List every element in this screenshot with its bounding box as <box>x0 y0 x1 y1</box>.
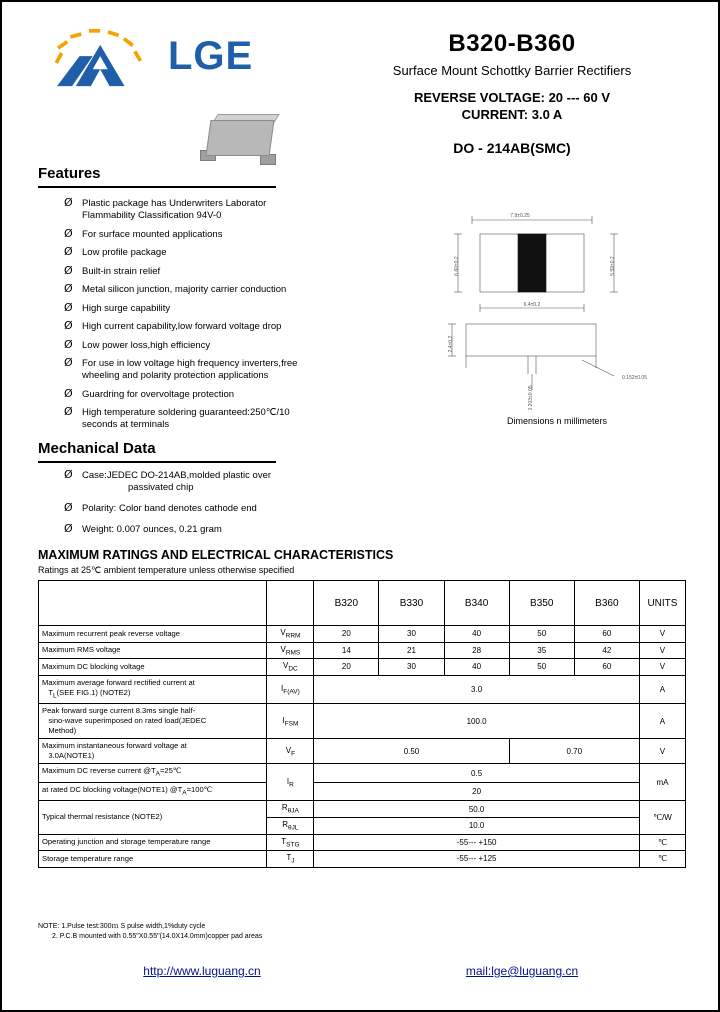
row-description: Maximum recurrent peak reverse voltage <box>39 626 267 643</box>
ratings-subtitle: Ratings at 25℃ ambient temperature unless otherwise specified <box>38 565 295 575</box>
row-value: 60 <box>574 626 639 643</box>
list-item: Ø High surge capability <box>64 300 171 314</box>
row-value: -55--- +150 <box>314 834 640 851</box>
table-row <box>39 675 686 704</box>
row-value: 50 <box>509 626 574 643</box>
row-value: 0.70 <box>509 739 639 764</box>
company-logo <box>48 28 298 98</box>
row-unit: A <box>639 704 685 739</box>
row-value: 42 <box>574 642 639 659</box>
package-photo <box>198 114 284 170</box>
row-description: at rated DC blocking voltage(NOTE1) $@T_A=100℃$ <box>39 782 267 801</box>
row-symbol: $I_{FSM}$ <box>267 704 314 739</box>
list-item: Ø High current capability,low forward voltage drop <box>64 319 282 332</box>
row-description: Maximum instantaneous forward voltage at 3.0A(NOTE1) <box>39 739 267 764</box>
title-block <box>332 30 692 156</box>
row-unit: ℃ <box>639 834 685 851</box>
row-value: 100.0 <box>314 704 640 739</box>
row-symbol: $V_{RRM}$ <box>267 626 314 643</box>
header-units: UNITS <box>639 581 685 626</box>
note-2: 2. P.C.B mounted with 0.55"X0.55"(14.0X14.0mm)copper pad areas <box>52 932 263 940</box>
mechanical-heading: Mechanical Data <box>38 440 156 457</box>
table-notes <box>38 922 262 941</box>
mechanical-underline <box>38 461 276 463</box>
row-value: 14 <box>314 642 379 659</box>
row-symbol: $I_{F(AV)}$ <box>267 675 314 704</box>
mechanical-list <box>60 470 360 545</box>
row-description: Maximum RMS voltage <box>39 642 267 659</box>
header-b350: B350 <box>509 581 574 626</box>
row-symbol: $V_{RMS}$ <box>267 642 314 659</box>
row-value: 28 <box>444 642 509 659</box>
row-symbol: $V_F$ <box>267 739 314 764</box>
bullet-icon: Ø <box>64 468 73 481</box>
row-description: Peak forward surge current 8.3ms single half- sino-wave superimposed on rated load(JEDEC Method) <box>39 704 267 739</box>
drawing-caption: Dimensions n millimeters <box>506 416 608 426</box>
row-unit: V <box>639 626 685 643</box>
row-symbol: $V_{DC}$ <box>267 659 314 676</box>
row-unit: ℃ <box>639 851 685 868</box>
features-list <box>60 198 360 438</box>
list-item: Ø Guardring for overvoltage protection <box>64 386 235 400</box>
row-unit: V <box>639 659 685 676</box>
list-item: Ø Low profile package <box>64 245 167 258</box>
header-desc <box>39 581 267 626</box>
header-b360: B360 <box>574 581 639 626</box>
list-item: Ø High temperature soldering guaranteed:250℃/10 seconds at terminals <box>64 405 290 430</box>
bullet-icon: Ø <box>64 405 73 418</box>
row-unit: V <box>639 739 685 764</box>
table-row <box>39 764 686 783</box>
bullet-icon: Ø <box>64 501 73 514</box>
header-b320: B320 <box>314 581 379 626</box>
row-value: 60 <box>574 659 639 676</box>
list-item: Ø Case:JEDEC DO-214AB,molded plastic over passivated chip <box>64 468 272 493</box>
bullet-icon: Ø <box>64 300 73 314</box>
row-value: 21 <box>379 642 444 659</box>
table-row <box>39 739 686 764</box>
row-value: 35 <box>509 642 574 659</box>
bullet-icon: Ø <box>64 282 73 295</box>
row-symbol: $R_{\theta JA}$ <box>267 801 314 818</box>
row-symbol: $I_R$ <box>267 764 314 801</box>
package-label: DO - 214AB(SMC) <box>453 140 571 156</box>
row-value: 50 <box>509 659 574 676</box>
row-description: Typical thermal resistance (NOTE2) <box>39 801 267 834</box>
row-value: 0.50 <box>314 739 509 764</box>
svg-text:0.203±0.05: 0.203±0.05 <box>528 385 534 410</box>
row-value: 20 <box>314 626 379 643</box>
page-subtitle: Surface Mount Schottky Barrier Rectifiers <box>392 63 632 78</box>
row-value: 50.0 <box>314 801 640 818</box>
ratings-table <box>38 580 686 868</box>
logo-text: LGE <box>168 34 254 78</box>
features-underline <box>38 186 276 188</box>
table-header-row <box>39 581 686 626</box>
row-value: 0.5 <box>314 764 640 783</box>
list-item: Ø Polarity: Color band denotes cathode end <box>64 501 257 514</box>
row-symbol: $R_{\theta JL}$ <box>267 817 314 834</box>
website-link[interactable]: http://www.luguang.cn <box>143 964 261 978</box>
bullet-icon: Ø <box>64 319 73 332</box>
bullet-icon: Ø <box>64 245 73 258</box>
list-item: Ø Plastic package has Underwriters Laborator Flammability Classification 94V-0 <box>64 196 267 221</box>
bullet-icon: Ø <box>64 386 73 400</box>
row-unit: V <box>639 642 685 659</box>
ratings-title: MAXIMUM RATINGS AND ELECTRICAL CHARACTERISTICS <box>38 548 394 562</box>
header-b330: B330 <box>379 581 444 626</box>
bullet-icon: Ø <box>64 356 73 369</box>
list-item: Ø Metal silicon junction, majority carrier conduction <box>64 282 287 295</box>
row-value: -55--- +125 <box>314 851 640 868</box>
bullet-icon: Ø <box>64 226 73 240</box>
row-description: Storage temperature range <box>39 851 267 868</box>
row-value: 20 <box>314 782 640 801</box>
row-description: Maximum DC blocking voltage <box>39 659 267 676</box>
table-row <box>39 801 686 818</box>
bullet-icon: Ø <box>64 522 73 535</box>
reverse-voltage-label: REVERSE VOLTAGE: 20 --- 60 V <box>413 90 610 105</box>
list-item: Ø Built-in strain relief <box>64 263 161 277</box>
table-row <box>39 626 686 643</box>
svg-text:0.152±0.05: 0.152±0.05 <box>622 375 647 381</box>
table-row <box>39 704 686 739</box>
email-link[interactable]: mail:lge@luguang.cn <box>465 964 579 978</box>
bullet-icon: Ø <box>64 337 73 351</box>
svg-text:5.59±0.2: 5.59±0.2 <box>610 256 616 276</box>
row-value: 40 <box>444 659 509 676</box>
row-symbol: $T_J$ <box>267 851 314 868</box>
row-description: Operating junction and storage temperature range <box>39 834 267 851</box>
svg-text:6.4±0.2: 6.4±0.2 <box>523 302 541 308</box>
header-b340: B340 <box>444 581 509 626</box>
dimension-drawing-svg <box>432 198 682 410</box>
note-1: NOTE: 1.Pulse test:300ｍ S pulse width,1%duty cycle <box>38 923 206 930</box>
row-unit: mA <box>639 764 685 801</box>
row-unit: A <box>639 675 685 704</box>
features-heading: Features <box>38 165 101 182</box>
row-value: 20 <box>314 659 379 676</box>
row-description: Maximum average forward rectified current at $T_L(SEE$ FIG.1) (NOTE2) <box>39 675 267 704</box>
row-value: 30 <box>379 659 444 676</box>
bullet-icon: Ø <box>64 263 73 277</box>
package-dimension-drawing <box>432 198 682 410</box>
row-value: 10.0 <box>314 817 640 834</box>
table-row <box>39 642 686 659</box>
page-footer <box>2 964 720 978</box>
row-description: Maximum DC reverse current $@T_A=25℃$ <box>39 764 267 783</box>
page-title: B320-B360 <box>448 30 576 57</box>
table-row <box>39 782 686 801</box>
row-value: 40 <box>444 626 509 643</box>
logo-mark-icon <box>48 28 158 88</box>
list-item: Ø Weight: 0.007 ounces, 0.21 gram <box>64 522 222 535</box>
current-label: CURRENT: 3.0 A <box>461 107 563 122</box>
row-value: 3.0 <box>314 675 640 704</box>
svg-text:2.4±0.2: 2.4±0.2 <box>448 335 454 353</box>
table-row <box>39 851 686 868</box>
list-item: Ø Low power loss,high efficiency <box>64 337 211 351</box>
svg-text:7.9±0.25: 7.9±0.25 <box>510 213 530 219</box>
row-value: 30 <box>379 626 444 643</box>
row-unit: ℃/W <box>639 801 685 834</box>
table-row <box>39 659 686 676</box>
row-symbol: $T_{STG}$ <box>267 834 314 851</box>
list-item: Ø For surface mounted applications <box>64 226 223 240</box>
svg-text:6.60±0.2: 6.60±0.2 <box>454 256 460 276</box>
list-item: Ø For use in low voltage high frequency inverters,free wheeling and polarity protection applications <box>64 356 298 381</box>
table-row <box>39 834 686 851</box>
header-symbol <box>267 581 314 626</box>
bullet-icon: Ø <box>64 196 73 209</box>
